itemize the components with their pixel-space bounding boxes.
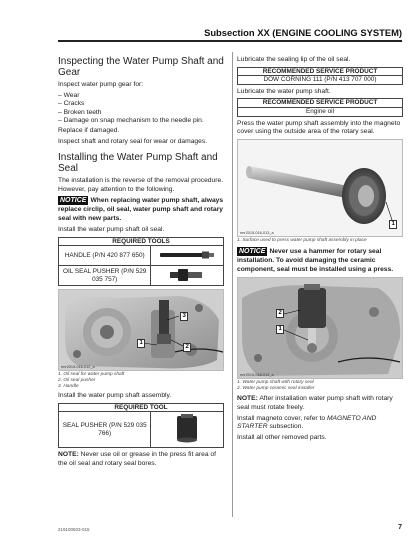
install-removed-text: Install all other removed parts. xyxy=(237,433,327,441)
callout-3: 3 xyxy=(180,312,188,321)
install-magneto-text xyxy=(237,415,403,432)
list-item: – Damage on snap mechanism to the needle pin. xyxy=(58,117,224,126)
inspect-seal-text: Inspect shaft and rotary seal for wear or damages. xyxy=(58,137,208,145)
callout-2: 2 xyxy=(183,343,191,352)
table-row xyxy=(59,412,224,448)
lubricate-shaft-text: Lubricate the water pump shaft. xyxy=(237,87,331,95)
notice-text: Never use a hammer for rotary seal installation. To avoid damaging the ceramic component, seal must be installed using a press. xyxy=(237,248,394,273)
table-header: REQUIRED TOOLS xyxy=(59,237,224,246)
list-item: – Cracks xyxy=(58,100,224,109)
note-label: NOTE: xyxy=(237,395,258,403)
notice-block xyxy=(58,196,224,223)
right-column xyxy=(237,56,403,444)
callout-1: 1 xyxy=(276,325,284,334)
figure-captions xyxy=(58,372,224,389)
figure-ref-code: rmr2015-016-012_a xyxy=(61,365,95,370)
notice-badge: NOTICE xyxy=(239,248,266,256)
table-cell: DOW CORNING 111 (P/N 413 707 000) xyxy=(238,76,403,85)
table-header: RECOMMENDED SERVICE PRODUCT xyxy=(238,99,403,108)
tool-name: OIL SEAL PUSHER (P/N 529 035 757) xyxy=(59,266,151,286)
required-tool-table xyxy=(58,403,224,449)
column-divider xyxy=(232,52,233,517)
install-oil-seal-text: Install the water pump shaft oil seal. xyxy=(58,226,165,234)
install-intro: The installation is the reverse of the removal procedure. However, pay attention to the following. xyxy=(58,177,224,193)
figure-ref-code: rmr2015-016-013_a xyxy=(240,230,274,235)
figure-rotary-seal-install xyxy=(237,277,403,379)
required-tools-table xyxy=(58,237,224,287)
callout-2: 2 xyxy=(276,309,284,318)
service-product-table-1 xyxy=(237,67,403,85)
table-row xyxy=(59,266,224,286)
seal-pusher-image xyxy=(151,412,224,448)
note-text: Never use oil or grease in the press fit area of the oil seal and rotary seal bores. xyxy=(58,451,216,467)
note-label: NOTE: xyxy=(58,451,79,459)
page-header-title: Subsection XX (ENGINE COOLING SYSTEM) xyxy=(204,27,402,38)
caption-line: 3. Handle xyxy=(58,383,79,389)
table-header: RECOMMENDED SERVICE PRODUCT xyxy=(238,67,403,76)
list-item: – Wear xyxy=(58,92,224,101)
service-product-table-2 xyxy=(237,98,403,116)
lubricate-lip-text: Lubricate the sealing lip of the oil seal. xyxy=(237,56,351,63)
note-block xyxy=(58,451,224,468)
replace-text: Replace if damaged. xyxy=(58,126,120,134)
header-rule xyxy=(58,40,402,42)
install-assembly-text: Install the water pump shaft assembly. xyxy=(58,392,172,400)
oil-seal-pusher-image xyxy=(151,266,224,286)
caption-line: 2. Water pump ceramic seal installer xyxy=(237,385,315,391)
press-shaft-text: Press the water pump shaft assembly into the magneto cover using the outside area of the rotary seal. xyxy=(237,119,401,136)
section-title-installing: Installing the Water Pump Shaft and Seal xyxy=(58,152,218,175)
notice-block xyxy=(237,247,403,274)
table-header: REQUIRED TOOL xyxy=(59,403,224,412)
list-item: – Broken teeth xyxy=(58,109,224,118)
left-column xyxy=(58,56,224,470)
caption-line: 1. Oil seal for water pump shaft xyxy=(58,372,125,378)
install-magneto-pre: Install magneto cover, refer to xyxy=(237,414,326,422)
table-row xyxy=(59,246,224,266)
caption-line: 2. Oil seal pusher xyxy=(58,377,96,383)
callout-1: 1 xyxy=(137,339,145,348)
handle-tool-image xyxy=(151,246,224,266)
callout-1: 1 xyxy=(389,220,397,229)
figure-oil-seal-install xyxy=(58,289,224,371)
note-text: After installation water pump shaft with rotary seal must rotate freely. xyxy=(237,395,393,411)
page-number: 7 xyxy=(398,524,402,531)
inspect-intro: Inspect water pump gear for: xyxy=(58,81,144,88)
table-cell: Engine oil xyxy=(238,107,403,116)
figure-captions xyxy=(237,380,403,391)
caption-line: 1. Water pump shaft with rotary seal xyxy=(237,380,314,386)
inspect-list xyxy=(58,92,224,126)
notice-text: When replacing water pump shaft, always replace circlip, oil seal, water pump shaft and rotary seal with new parts. xyxy=(58,197,224,222)
figure-water-pump-shaft xyxy=(237,139,403,237)
footer-doc-code: 219100503-015 xyxy=(58,527,90,532)
notice-badge: NOTICE xyxy=(60,197,87,205)
tool-name: HANDLE (P/N 420 877 650) xyxy=(59,246,151,266)
tool-name: SEAL PUSHER (P/N 529 035 766) xyxy=(59,412,151,448)
section-title-inspecting: Inspecting the Water Pump Shaft and Gear xyxy=(58,56,224,78)
figure-ref-code: rmr2015-016-014_a xyxy=(240,373,274,378)
install-magneto-post: subsection. xyxy=(269,423,304,431)
magneto-starter-link[interactable]: MAGNETO AND STARTER xyxy=(237,414,377,431)
note-block xyxy=(237,395,403,412)
caption-line: 1. Surface used to press water pump shaft assembly in place xyxy=(237,237,367,243)
